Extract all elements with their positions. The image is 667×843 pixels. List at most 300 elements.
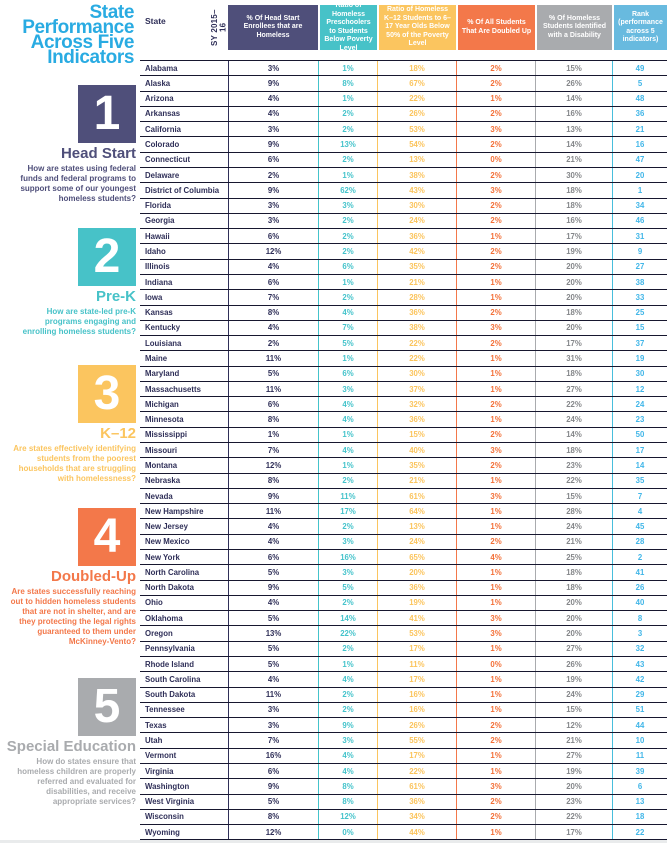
preschooler-ratio-value: 2% [318, 122, 377, 136]
rank-value: 50 [612, 428, 667, 442]
state-name: Vermont [145, 751, 177, 761]
state-name: Massachusetts [145, 384, 201, 394]
disability-value: 20% [535, 626, 612, 640]
table-row [140, 656, 667, 671]
preschooler-ratio-value: 12% [318, 810, 377, 824]
table-row [140, 274, 667, 289]
k12-ratio-value: 61% [377, 779, 456, 793]
preschooler-ratio-value: 14% [318, 611, 377, 625]
k12-ratio-value: 37% [377, 382, 456, 396]
head-start-homeless-value: 6% [228, 550, 318, 564]
rank-value: 41 [612, 565, 667, 579]
table-row [140, 702, 667, 717]
preschooler-ratio-value: 2% [318, 229, 377, 243]
head-start-homeless-value: 5% [228, 565, 318, 579]
table-row [140, 427, 667, 442]
number-1-badge [78, 85, 136, 143]
preschooler-ratio-value: 2% [318, 107, 377, 121]
rank-value: 8 [612, 611, 667, 625]
preschooler-ratio-value: 4% [318, 306, 377, 320]
k12-ratio-value: 36% [377, 412, 456, 426]
number-4-badge [78, 508, 136, 566]
k12-ratio-value: 35% [377, 260, 456, 274]
preschooler-ratio-value: 5% [318, 581, 377, 595]
k12-ratio-value: 24% [377, 535, 456, 549]
head-start-homeless-value: 3% [228, 61, 318, 75]
table-row [140, 396, 667, 411]
preschooler-ratio-value: 3% [318, 565, 377, 579]
state-name: Rhode Island [145, 659, 194, 669]
state-name: New Mexico [145, 537, 190, 547]
head-start-homeless-value: 2% [228, 336, 318, 350]
preschooler-ratio-value: 6% [318, 367, 377, 381]
preschooler-ratio-value: 17% [318, 504, 377, 518]
rank-value: 6 [612, 779, 667, 793]
section-number: 5 [93, 680, 121, 733]
state-name: Missouri [145, 445, 178, 455]
table-row [140, 534, 667, 549]
disability-value: 19% [535, 672, 612, 686]
preschooler-ratio-value: 13% [318, 137, 377, 151]
doubled-up-value: 3% [456, 626, 535, 640]
head-start-homeless-value: 9% [228, 581, 318, 595]
rank-value: 39 [612, 764, 667, 778]
disability-value: 22% [535, 397, 612, 411]
state-name: District of Columbia [145, 185, 220, 195]
section-number: 2 [93, 230, 121, 283]
rank-value: 4 [612, 504, 667, 518]
head-start-homeless-value: 12% [228, 458, 318, 472]
doubled-up-value: 1% [456, 412, 535, 426]
rank-value: 24 [612, 397, 667, 411]
table-row [140, 671, 667, 686]
head-start-homeless-value: 11% [228, 351, 318, 365]
rank-value: 1 [612, 183, 667, 197]
rank-value: 5 [612, 76, 667, 90]
rank-value: 45 [612, 519, 667, 533]
number-5-badge [78, 678, 136, 736]
head-start-homeless-value: 6% [228, 275, 318, 289]
head-start-homeless-value: 9% [228, 489, 318, 503]
section-number: 4 [93, 510, 121, 563]
state-name: Idaho [145, 247, 166, 257]
disability-value: 18% [535, 199, 612, 213]
state-name: Louisiana [145, 338, 182, 348]
table-row [140, 198, 667, 213]
preschooler-ratio-value: 1% [318, 168, 377, 182]
k12-ratio-value: 64% [377, 504, 456, 518]
table-row [140, 60, 667, 75]
column-header-doubled-up: % Of All Students That Are Doubled Up [456, 5, 535, 50]
section-pre-k [3, 228, 136, 337]
state-name: Pennsylvania [145, 644, 195, 654]
doubled-up-value: 3% [456, 122, 535, 136]
disability-value: 17% [535, 336, 612, 350]
table-row [140, 595, 667, 610]
rank-value: 13 [612, 795, 667, 809]
head-start-homeless-value: 4% [228, 672, 318, 686]
section-label: Doubled-Up [51, 568, 136, 585]
head-start-homeless-value: 9% [228, 76, 318, 90]
preschooler-ratio-value: 8% [318, 795, 377, 809]
preschooler-ratio-value: 62% [318, 183, 377, 197]
disability-value: 25% [535, 550, 612, 564]
k12-ratio-value: 30% [377, 367, 456, 381]
doubled-up-value: 2% [456, 61, 535, 75]
head-start-homeless-value: 16% [228, 749, 318, 763]
table-row [140, 381, 667, 396]
k12-ratio-value: 34% [377, 810, 456, 824]
section-number: 3 [93, 367, 121, 420]
disability-value: 18% [535, 183, 612, 197]
table-row [140, 91, 667, 106]
disability-value: 16% [535, 107, 612, 121]
table-row [140, 641, 667, 656]
rank-value: 29 [612, 688, 667, 702]
disability-value: 27% [535, 749, 612, 763]
disability-value: 23% [535, 458, 612, 472]
disability-value: 19% [535, 244, 612, 258]
table-row [140, 564, 667, 579]
rank-value: 17 [612, 443, 667, 457]
preschooler-ratio-value: 2% [318, 596, 377, 610]
state-name: South Dakota [145, 690, 196, 700]
doubled-up-value: 1% [456, 92, 535, 106]
disability-value: 21% [535, 535, 612, 549]
state-name: California [145, 124, 181, 134]
rank-value: 48 [612, 92, 667, 106]
doubled-up-value: 1% [456, 382, 535, 396]
head-start-homeless-value: 4% [228, 596, 318, 610]
k12-ratio-value: 61% [377, 489, 456, 503]
section-description: How do states ensure that homeless children are properly referred and evaluated for disabilities, and receive appropriate services? [17, 757, 136, 806]
rank-value: 34 [612, 199, 667, 213]
state-name: Wyoming [145, 827, 180, 837]
preschooler-ratio-value: 4% [318, 764, 377, 778]
preschooler-ratio-value: 1% [318, 275, 377, 289]
table-row [140, 503, 667, 518]
preschooler-ratio-value: 2% [318, 703, 377, 717]
doubled-up-value: 2% [456, 199, 535, 213]
doubled-up-value: 2% [456, 810, 535, 824]
doubled-up-value: 1% [456, 688, 535, 702]
k12-ratio-value: 30% [377, 199, 456, 213]
disability-value: 13% [535, 122, 612, 136]
table-row [140, 305, 667, 320]
preschooler-ratio-value: 2% [318, 688, 377, 702]
state-name: Connecticut [145, 155, 191, 165]
section-special-education [3, 678, 136, 807]
k12-ratio-value: 36% [377, 229, 456, 243]
doubled-up-value: 1% [456, 290, 535, 304]
doubled-up-value: 2% [456, 107, 535, 121]
k12-ratio-value: 53% [377, 122, 456, 136]
rank-value: 42 [612, 672, 667, 686]
disability-value: 22% [535, 474, 612, 488]
k12-ratio-value: 28% [377, 290, 456, 304]
preschooler-ratio-value: 4% [318, 397, 377, 411]
k12-ratio-value: 26% [377, 718, 456, 732]
section-label: K–12 [100, 425, 136, 442]
section-head-start [3, 85, 136, 204]
rank-value: 16 [612, 137, 667, 151]
preschooler-ratio-value: 3% [318, 535, 377, 549]
table-row [140, 136, 667, 151]
disability-value: 18% [535, 565, 612, 579]
rank-value: 20 [612, 168, 667, 182]
school-year-label: SY 2015–16 [210, 9, 228, 46]
indicators-table [140, 0, 667, 840]
rank-value: 22 [612, 825, 667, 839]
doubled-up-value: 2% [456, 795, 535, 809]
doubled-up-value: 2% [456, 168, 535, 182]
section-k12 [3, 365, 136, 484]
number-3-badge [78, 365, 136, 423]
state-name: New Jersey [145, 522, 188, 532]
state-name: Arkansas [145, 109, 181, 119]
disability-value: 31% [535, 351, 612, 365]
table-row [140, 243, 667, 258]
page-title [0, 2, 134, 68]
preschooler-ratio-value: 1% [318, 657, 377, 671]
table-row [140, 411, 667, 426]
state-name: Maryland [145, 369, 180, 379]
disability-value: 15% [535, 703, 612, 717]
rank-value: 47 [612, 153, 667, 167]
doubled-up-value: 2% [456, 137, 535, 151]
k12-ratio-value: 22% [377, 336, 456, 350]
head-start-homeless-value: 9% [228, 779, 318, 793]
preschooler-ratio-value: 4% [318, 443, 377, 457]
preschooler-ratio-value: 8% [318, 76, 377, 90]
rank-value: 19 [612, 351, 667, 365]
table-row [140, 625, 667, 640]
state-name: Georgia [145, 216, 175, 226]
k12-ratio-value: 32% [377, 397, 456, 411]
disability-value: 21% [535, 153, 612, 167]
table-row [140, 106, 667, 121]
preschooler-ratio-value: 4% [318, 672, 377, 686]
state-name: Nevada [145, 491, 173, 501]
doubled-up-value: 2% [456, 214, 535, 228]
doubled-up-value: 2% [456, 718, 535, 732]
doubled-up-value: 1% [456, 581, 535, 595]
head-start-homeless-value: 9% [228, 137, 318, 151]
rank-value: 26 [612, 581, 667, 595]
preschooler-ratio-value: 2% [318, 519, 377, 533]
rank-value: 43 [612, 657, 667, 671]
state-name: Ohio [145, 598, 163, 608]
table-body [140, 60, 667, 840]
table-row [140, 778, 667, 793]
head-start-homeless-value: 5% [228, 367, 318, 381]
head-start-homeless-value: 7% [228, 443, 318, 457]
doubled-up-value: 1% [456, 504, 535, 518]
table-row [140, 809, 667, 824]
doubled-up-value: 2% [456, 458, 535, 472]
head-start-homeless-value: 3% [228, 703, 318, 717]
doubled-up-value: 1% [456, 229, 535, 243]
doubled-up-value: 2% [456, 397, 535, 411]
rank-value: 49 [612, 61, 667, 75]
rank-value: 11 [612, 749, 667, 763]
preschooler-ratio-value: 9% [318, 718, 377, 732]
doubled-up-value: 3% [456, 611, 535, 625]
head-start-homeless-value: 4% [228, 260, 318, 274]
state-name: West Virginia [145, 797, 195, 807]
head-start-homeless-value: 11% [228, 382, 318, 396]
section-label: Head Start [60, 145, 136, 162]
table-row [140, 763, 667, 778]
title-line: Across Five [30, 32, 134, 53]
state-name: Minnesota [145, 415, 184, 425]
disability-value: 20% [535, 596, 612, 610]
table-row [140, 473, 667, 488]
disability-value: 20% [535, 260, 612, 274]
head-start-homeless-value: 5% [228, 657, 318, 671]
k12-ratio-value: 16% [377, 703, 456, 717]
rank-value: 32 [612, 642, 667, 656]
table-row [140, 320, 667, 335]
k12-ratio-value: 36% [377, 795, 456, 809]
head-start-homeless-value: 5% [228, 795, 318, 809]
rank-value: 46 [612, 214, 667, 228]
rank-value: 3 [612, 626, 667, 640]
k12-ratio-value: 22% [377, 351, 456, 365]
preschooler-ratio-value: 5% [318, 336, 377, 350]
doubled-up-value: 2% [456, 76, 535, 90]
state-name: Florida [145, 201, 171, 211]
table-row [140, 75, 667, 90]
rank-value: 37 [612, 336, 667, 350]
state-name: Hawaii [145, 231, 170, 241]
disability-value: 26% [535, 76, 612, 90]
rank-value: 9 [612, 244, 667, 258]
preschooler-ratio-value: 1% [318, 458, 377, 472]
rank-value: 44 [612, 718, 667, 732]
doubled-up-value: 2% [456, 306, 535, 320]
disability-value: 17% [535, 229, 612, 243]
column-header-disability: % Of Homeless Students Identified with a Disability [535, 5, 612, 50]
preschooler-ratio-value: 16% [318, 550, 377, 564]
table-row [140, 121, 667, 136]
doubled-up-value: 2% [456, 428, 535, 442]
rank-value: 31 [612, 229, 667, 243]
rank-value: 25 [612, 306, 667, 320]
table-row [140, 580, 667, 595]
head-start-homeless-value: 4% [228, 519, 318, 533]
k12-ratio-value: 16% [377, 688, 456, 702]
disability-value: 20% [535, 275, 612, 289]
number-2-badge [78, 228, 136, 286]
preschooler-ratio-value: 3% [318, 733, 377, 747]
rank-value: 28 [612, 535, 667, 549]
state-name: Alabama [145, 63, 178, 73]
k12-ratio-value: 18% [377, 61, 456, 75]
state-name: Mississippi [145, 430, 188, 440]
k12-ratio-value: 67% [377, 76, 456, 90]
k12-ratio-value: 38% [377, 321, 456, 335]
disability-value: 16% [535, 214, 612, 228]
table-row [140, 167, 667, 182]
state-name: New Hampshire [145, 506, 204, 516]
disability-value: 20% [535, 290, 612, 304]
preschooler-ratio-value: 1% [318, 428, 377, 442]
rank-value: 33 [612, 290, 667, 304]
doubled-up-value: 3% [456, 321, 535, 335]
disability-value: 27% [535, 382, 612, 396]
table-row [140, 182, 667, 197]
rank-value: 30 [612, 367, 667, 381]
head-start-homeless-value: 4% [228, 107, 318, 121]
k12-ratio-value: 17% [377, 672, 456, 686]
k12-ratio-value: 36% [377, 306, 456, 320]
head-start-homeless-value: 11% [228, 504, 318, 518]
table-row [140, 457, 667, 472]
disability-value: 15% [535, 489, 612, 503]
doubled-up-value: 3% [456, 443, 535, 457]
disability-value: 24% [535, 519, 612, 533]
head-start-homeless-value: 5% [228, 611, 318, 625]
table-row [140, 259, 667, 274]
head-start-homeless-value: 4% [228, 321, 318, 335]
disability-value: 20% [535, 779, 612, 793]
head-start-homeless-value: 13% [228, 626, 318, 640]
k12-ratio-value: 42% [377, 244, 456, 258]
rank-value: 51 [612, 703, 667, 717]
preschooler-ratio-value: 22% [318, 626, 377, 640]
state-name: Washington [145, 781, 190, 791]
k12-ratio-value: 13% [377, 519, 456, 533]
table-row [140, 610, 667, 625]
head-start-homeless-value: 8% [228, 412, 318, 426]
preschooler-ratio-value: 1% [318, 351, 377, 365]
state-name: Kentucky [145, 323, 181, 333]
section-label: Pre-K [95, 288, 136, 305]
state-name: Utah [145, 736, 163, 746]
preschooler-ratio-value: 2% [318, 153, 377, 167]
k12-ratio-value: 22% [377, 764, 456, 778]
disability-value: 24% [535, 412, 612, 426]
table-header-row [140, 0, 667, 55]
table-row [140, 748, 667, 763]
k12-ratio-value: 54% [377, 137, 456, 151]
head-start-homeless-value: 3% [228, 199, 318, 213]
head-start-homeless-value: 8% [228, 810, 318, 824]
k12-ratio-value: 17% [377, 749, 456, 763]
doubled-up-value: 2% [456, 244, 535, 258]
disability-value: 15% [535, 61, 612, 75]
title-line: Indicators [47, 47, 134, 68]
doubled-up-value: 1% [456, 672, 535, 686]
doubled-up-value: 1% [456, 367, 535, 381]
disability-value: 21% [535, 733, 612, 747]
section-doubled-up [3, 508, 136, 647]
table-row [140, 549, 667, 564]
state-name: Arizona [145, 94, 174, 104]
disability-value: 20% [535, 611, 612, 625]
k12-ratio-value: 35% [377, 458, 456, 472]
head-start-homeless-value: 7% [228, 733, 318, 747]
head-start-homeless-value: 4% [228, 535, 318, 549]
state-name: Tennessee [145, 705, 185, 715]
preschooler-ratio-value: 2% [318, 642, 377, 656]
head-start-homeless-value: 1% [228, 428, 318, 442]
doubled-up-value: 1% [456, 596, 535, 610]
preschooler-ratio-value: 8% [318, 779, 377, 793]
table-row [140, 442, 667, 457]
doubled-up-value: 1% [456, 764, 535, 778]
